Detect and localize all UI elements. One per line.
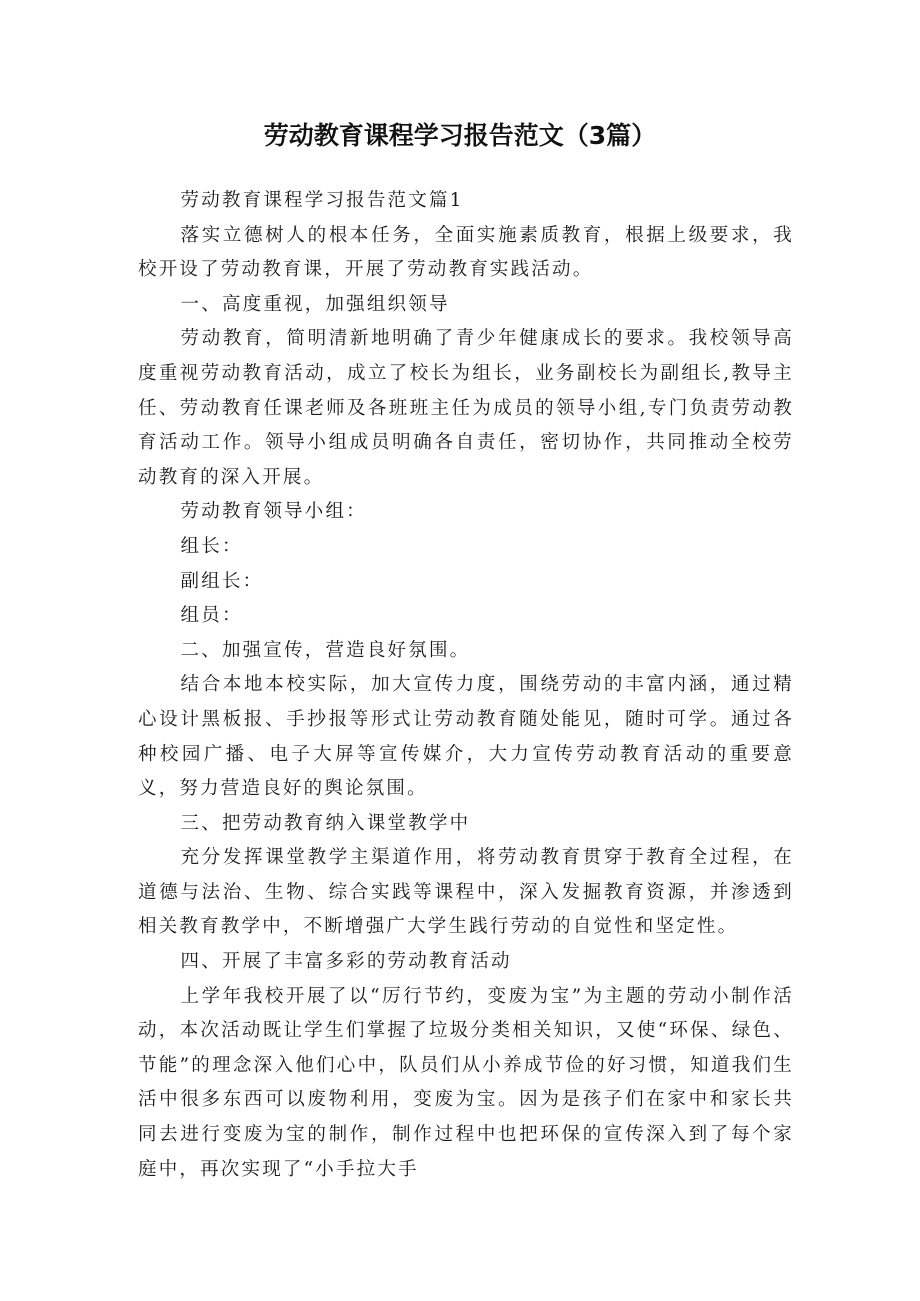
list-heading: 劳动教育领导小组： xyxy=(180,501,367,523)
list-item: 副组长： xyxy=(180,570,264,592)
body-paragraph: 结合本地本校实际，加大宣传力度，围绕劳动的丰富内涵，通过精心设计黑板报、手抄报等形式让劳动教育随处能见，随时可学。通过各种校园广播、电子大屏等宣传媒介，大力宣传劳动教育活动的重要意义，努力营造良好的舆论氛围。 xyxy=(138,674,794,800)
body-paragraph: 上学年我校开展了以“厉行节约，变废为宝”为主题的劳动小制作活动，本次活动既让学生们掌握了垃圾分类相关知识，又使“环保、绿色、节能”的理念深入他们心中，队员们从小养成节俭的好习惯，知道我们生活中很多东西可以废物利用，变废为宝。因为是孩子们在家中和家长共同去进行变废为宝的制作，制作过程中也把环保的宣传深入到了每个家庭中，再次实现了“小手拉大手 xyxy=(138,985,794,1180)
body-paragraph: 劳动教育，简明清新地明确了青少年健康成长的要求。我校领导高度重视劳动教育活动，成立了校长为组长，业务副校长为副组长,教导主任、劳动教育任课老师及各班班主任为成员的领导小组,专门负责劳动教育活动工作。领导小组成员明确各自责任，密切协作，共同推动全校劳动教育的深入开展。 xyxy=(138,328,794,488)
list-item: 组长： xyxy=(180,535,243,557)
document-title: 劳动教育课程学习报告范文（3篇） xyxy=(263,121,657,150)
section-heading: 四、开展了丰富多彩的劳动教育活动 xyxy=(180,951,512,973)
section-heading: 劳动教育课程学习报告范文篇1 xyxy=(180,190,464,211)
section-heading: 二、加强宣传，营造良好氛围。 xyxy=(180,639,471,661)
document-body xyxy=(138,184,794,1187)
list-item: 组员： xyxy=(180,605,243,627)
section-heading: 一、高度重视，加强组织领导 xyxy=(180,293,450,315)
body-paragraph: 充分发挥课堂教学主渠道作用，将劳动教育贯穿于教育全过程，在道德与法治、生物、综合实践等课程中，深入发掘教育资源，并渗透到相关教育教学中，不断增强广大学生践行劳动的自觉性和坚定性。 xyxy=(138,847,794,938)
body-paragraph: 落实立德树人的根本任务，全面实施素质教育，根据上级要求，我校开设了劳动教育课，开展了劳动教育实践活动。 xyxy=(138,224,794,281)
section-heading: 三、把劳动教育纳入课堂教学中 xyxy=(180,812,471,834)
